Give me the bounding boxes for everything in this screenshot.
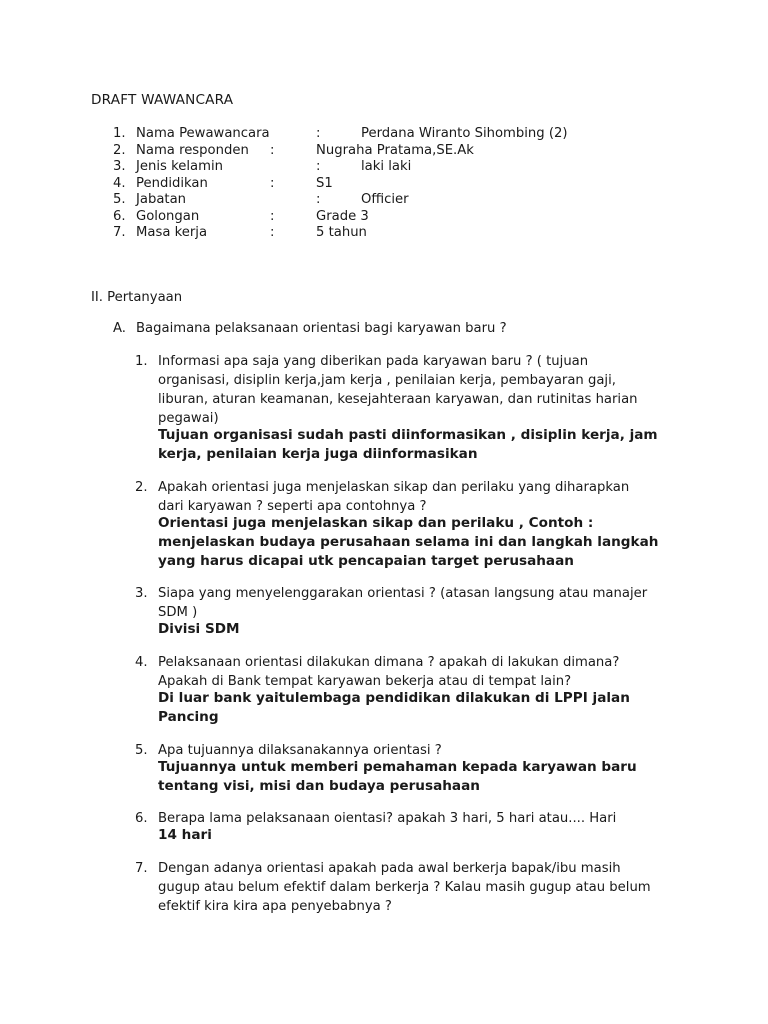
question-line: Dengan adanya orientasi apakah pada awal berkerja bapak/ibu masih (158, 861, 621, 876)
profile-value: 5 tahun (316, 225, 367, 240)
question-number: 5. (135, 743, 148, 758)
profile-colon: : (270, 209, 275, 224)
profile-colon: : (316, 159, 321, 174)
profile-colon: : (270, 143, 275, 158)
question-line: Informasi apa saja yang diberikan pada karyawan baru ? ( tujuan (158, 354, 589, 369)
question-line: Pelaksanaan orientasi dilakukan dimana ? apakah di lakukan dimana? (158, 655, 620, 670)
section-letter: A. (113, 321, 126, 336)
answer-line: Orientasi juga menjelaskan sikap dan perilaku , Contoh : (158, 515, 594, 531)
profile-colon: : (316, 126, 321, 141)
section-heading: II. Pertanyaan (91, 290, 183, 305)
section-subheading: Bagaimana pelaksanaan orientasi bagi karyawan baru ? (136, 321, 507, 336)
question-line: dari karyawan ? seperti apa contohnya ? (158, 499, 427, 514)
profile-number: 5. (113, 192, 126, 207)
question-number: 2. (135, 480, 148, 495)
answer-line: Tujuan organisasi sudah pasti diinformasikan , disiplin kerja, jam (158, 427, 658, 443)
question-line: liburan, aturan keamanan, kesejahteraan karyawan, dan rutinitas harian (158, 392, 638, 407)
answer-line: 14 hari (158, 827, 212, 843)
profile-label: Nama responden (136, 143, 249, 158)
document-title: DRAFT WAWANCARA (91, 92, 234, 108)
question-line: Apa tujuannya dilaksanakannya orientasi ? (158, 743, 442, 758)
profile-value: Perdana Wiranto Sihombing (2) (361, 126, 568, 141)
question-line: gugup atau belum efektif dalam berkerja ? Kalau masih gugup atau belum (158, 880, 651, 895)
profile-number: 7. (113, 225, 126, 240)
profile-label: Golongan (136, 209, 200, 224)
question-line: efektif kira kira apa penyebabnya ? (158, 899, 392, 914)
question-line: pegawai) (158, 411, 219, 426)
profile-colon: : (316, 192, 321, 207)
profile-number: 4. (113, 176, 126, 191)
profile-number: 3. (113, 159, 126, 174)
profile-number: 6. (113, 209, 126, 224)
profile-value: Officier (361, 192, 409, 207)
answer-line: kerja, penilaian kerja juga diinformasikan (158, 446, 478, 462)
answer-line: menjelaskan budaya perusahaan selama ini dan langkah langkah (158, 534, 659, 550)
profile-label: Nama Pewawancara (136, 126, 270, 141)
profile-number: 1. (113, 126, 126, 141)
answer-line: yang harus dicapai utk pencapaian target perusahaan (158, 553, 574, 569)
profile-label: Masa kerja (136, 225, 208, 240)
answer-line: Divisi SDM (158, 621, 240, 637)
question-number: 3. (135, 586, 148, 601)
question-number: 4. (135, 655, 148, 670)
question-number: 6. (135, 811, 148, 826)
answer-line: tentang visi, misi dan budaya perusahaan (158, 778, 480, 794)
answer-line: Di luar bank yaitulembaga pendidikan dilakukan di LPPI jalan (158, 690, 630, 706)
answer-line: Pancing (158, 709, 219, 725)
question-line: Siapa yang menyelenggarakan orientasi ? (atasan langsung atau manajer (158, 586, 648, 601)
answer-line: Tujuannya untuk memberi pemahaman kepada karyawan baru (158, 759, 637, 775)
profile-label: Pendidikan (136, 176, 208, 191)
question-line: Apakah di Bank tempat karyawan bekerja atau di tempat lain? (158, 674, 572, 689)
profile-value: Grade 3 (316, 209, 369, 224)
profile-number: 2. (113, 143, 126, 158)
profile-colon: : (270, 225, 275, 240)
question-number: 7. (135, 861, 148, 876)
profile-value: laki laki (361, 159, 412, 174)
question-line: Berapa lama pelaksanaan oientasi? apakah 3 hari, 5 hari atau.... Hari (158, 811, 617, 826)
profile-label: Jabatan (136, 192, 187, 207)
profile-value: S1 (316, 176, 333, 191)
question-number: 1. (135, 354, 148, 369)
question-line: organisasi, disiplin kerja,jam kerja , penilaian kerja, pembayaran gaji, (158, 373, 616, 388)
profile-value: Nugraha Pratama,SE.Ak (316, 143, 474, 158)
question-line: SDM ) (158, 605, 198, 620)
profile-label: Jenis kelamin (136, 159, 223, 174)
profile-colon: : (270, 176, 275, 191)
question-line: Apakah orientasi juga menjelaskan sikap dan perilaku yang diharapkan (158, 480, 630, 495)
